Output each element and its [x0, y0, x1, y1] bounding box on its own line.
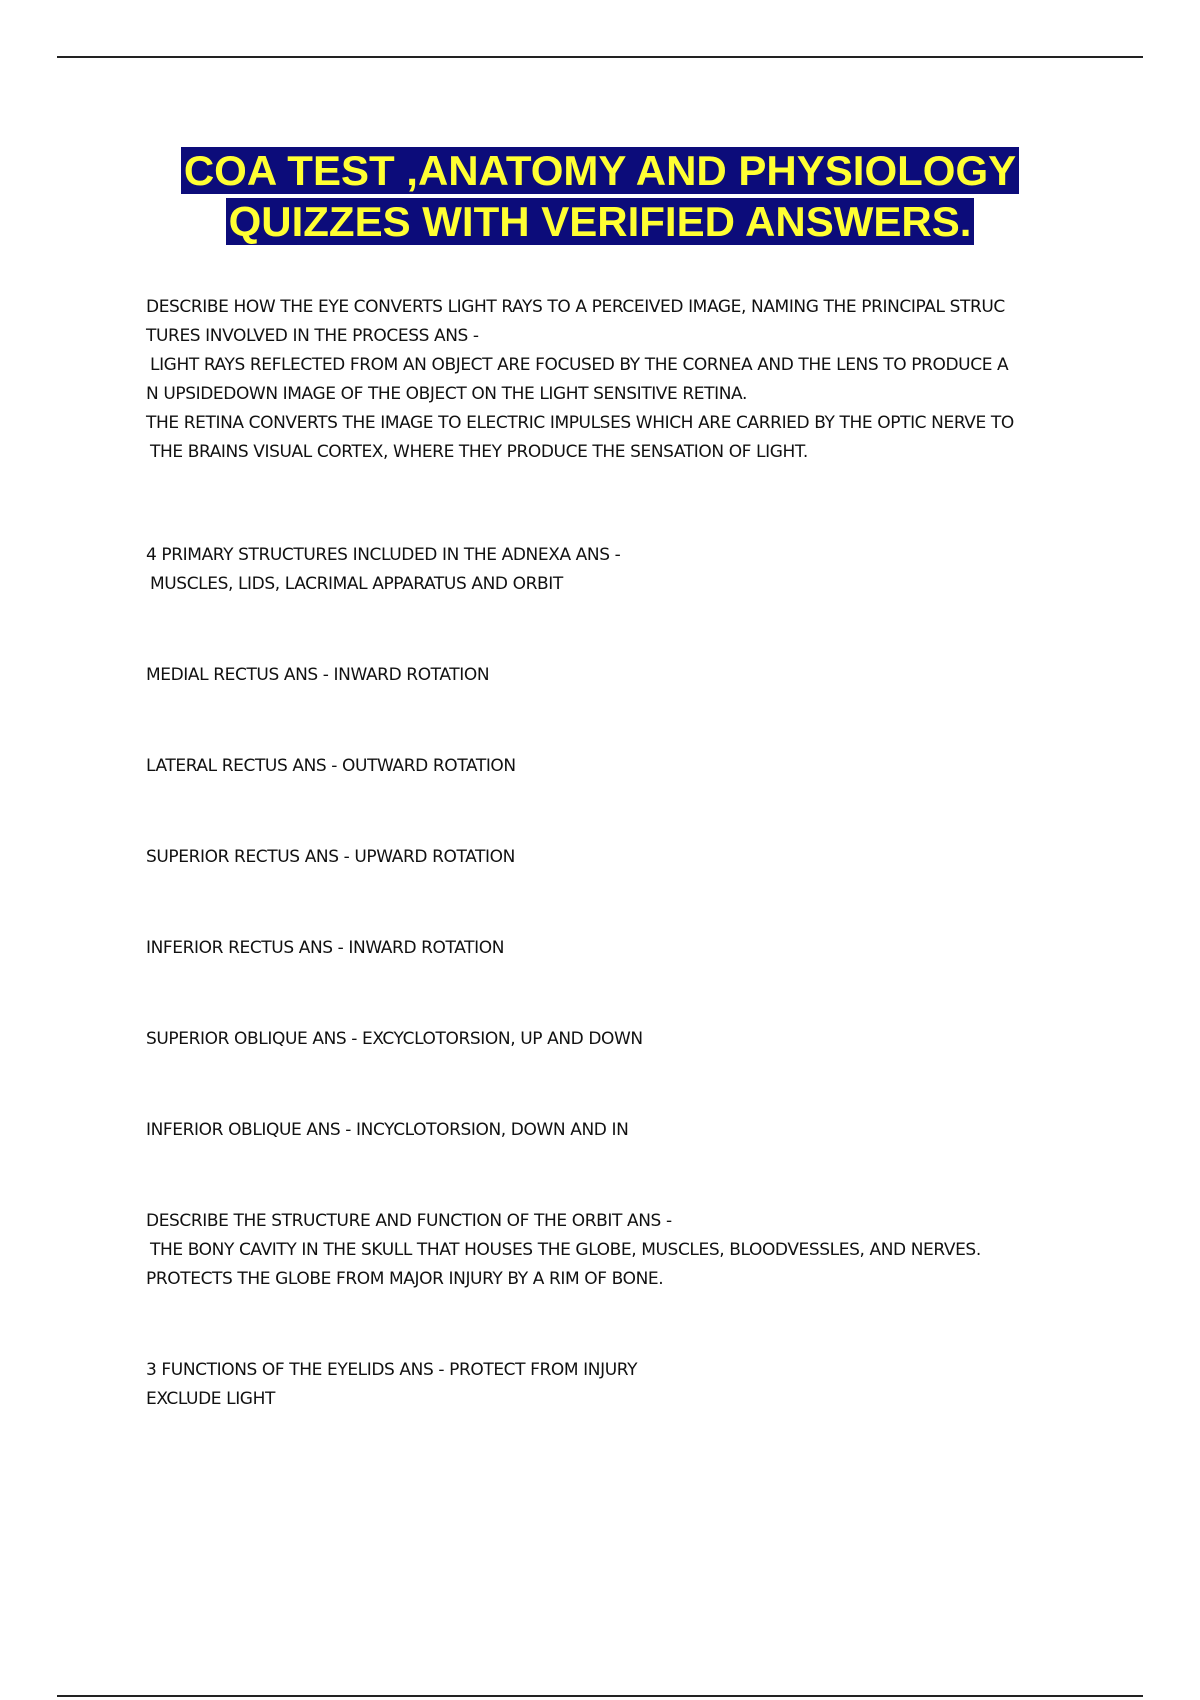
answer-text: THE BONY CAVITY IN THE SKULL THAT HOUSES THE GLOBE, MUSCLES, BLOODVESSLES, AND NERVES. [150, 1240, 981, 1260]
qa-item-superior-rectus [146, 843, 1096, 872]
question-text: DESCRIBE THE STRUCTURE AND FUNCTION OF THE ORBIT ANS - [146, 1211, 672, 1231]
qa-text: MEDIAL RECTUS ANS - INWARD ROTATION [146, 665, 490, 685]
qa-item-orbit [146, 1207, 1096, 1294]
qa-item-superior-oblique [146, 1025, 1096, 1054]
answer-text: THE BRAINS VISUAL CORTEX, WHERE THEY PRODUCE THE SENSATION OF LIGHT. [150, 442, 808, 462]
qa-item-adnexa [146, 541, 1096, 599]
qa-item-eye-image [146, 293, 1096, 467]
qa-text: INFERIOR OBLIQUE ANS - INCYCLOTORSION, DOWN AND IN [146, 1120, 629, 1140]
qa-text: INFERIOR RECTUS ANS - INWARD ROTATION [146, 938, 505, 958]
question-text: TURES INVOLVED IN THE PROCESS ANS - [146, 326, 479, 346]
qa-item-medial-rectus [146, 661, 1096, 690]
qa-item-lateral-rectus [146, 752, 1096, 781]
answer-text: MUSCLES, LIDS, LACRIMAL APPARATUS AND ORBIT [150, 574, 563, 594]
answer-text: N UPSIDEDOWN IMAGE OF THE OBJECT ON THE LIGHT SENSITIVE RETINA. [146, 384, 747, 404]
title-line-2: QUIZZES WITH VERIFIED ANSWERS. [226, 198, 975, 245]
qa-text: SUPERIOR OBLIQUE ANS - EXCYCLOTORSION, UP AND DOWN [146, 1029, 643, 1049]
question-text: 4 PRIMARY STRUCTURES INCLUDED IN THE ADNEXA ANS - [146, 545, 621, 565]
answer-text: EXCLUDE LIGHT [146, 1389, 275, 1409]
qa-item-inferior-oblique [146, 1116, 1096, 1145]
qa-item-eyelids [146, 1356, 1096, 1414]
document-title [0, 145, 1200, 247]
qa-text: 3 FUNCTIONS OF THE EYELIDS ANS - PROTECT FROM INJURY [146, 1360, 638, 1380]
answer-text: PROTECTS THE GLOBE FROM MAJOR INJURY BY A RIM OF BONE. [146, 1269, 664, 1289]
qa-item-inferior-rectus [146, 934, 1096, 963]
footer-rule [57, 1695, 1143, 1697]
question-text: DESCRIBE HOW THE EYE CONVERTS LIGHT RAYS TO A PERCEIVED IMAGE, NAMING THE PRINCIPAL STRUC [146, 297, 1005, 317]
header-rule [57, 56, 1143, 58]
answer-text: THE RETINA CONVERTS THE IMAGE TO ELECTRIC IMPULSES WHICH ARE CARRIED BY THE OPTIC NERVE TO [146, 413, 1014, 433]
qa-text: SUPERIOR RECTUS ANS - UPWARD ROTATION [146, 847, 515, 867]
answer-text: LIGHT RAYS REFLECTED FROM AN OBJECT ARE FOCUSED BY THE CORNEA AND THE LENS TO PRODUCE A [150, 355, 1009, 375]
title-line-1: COA TEST ,ANATOMY AND PHYSIOLOGY [181, 147, 1019, 194]
qa-text: LATERAL RECTUS ANS - OUTWARD ROTATION [146, 756, 516, 776]
qa-content [146, 293, 1096, 1414]
